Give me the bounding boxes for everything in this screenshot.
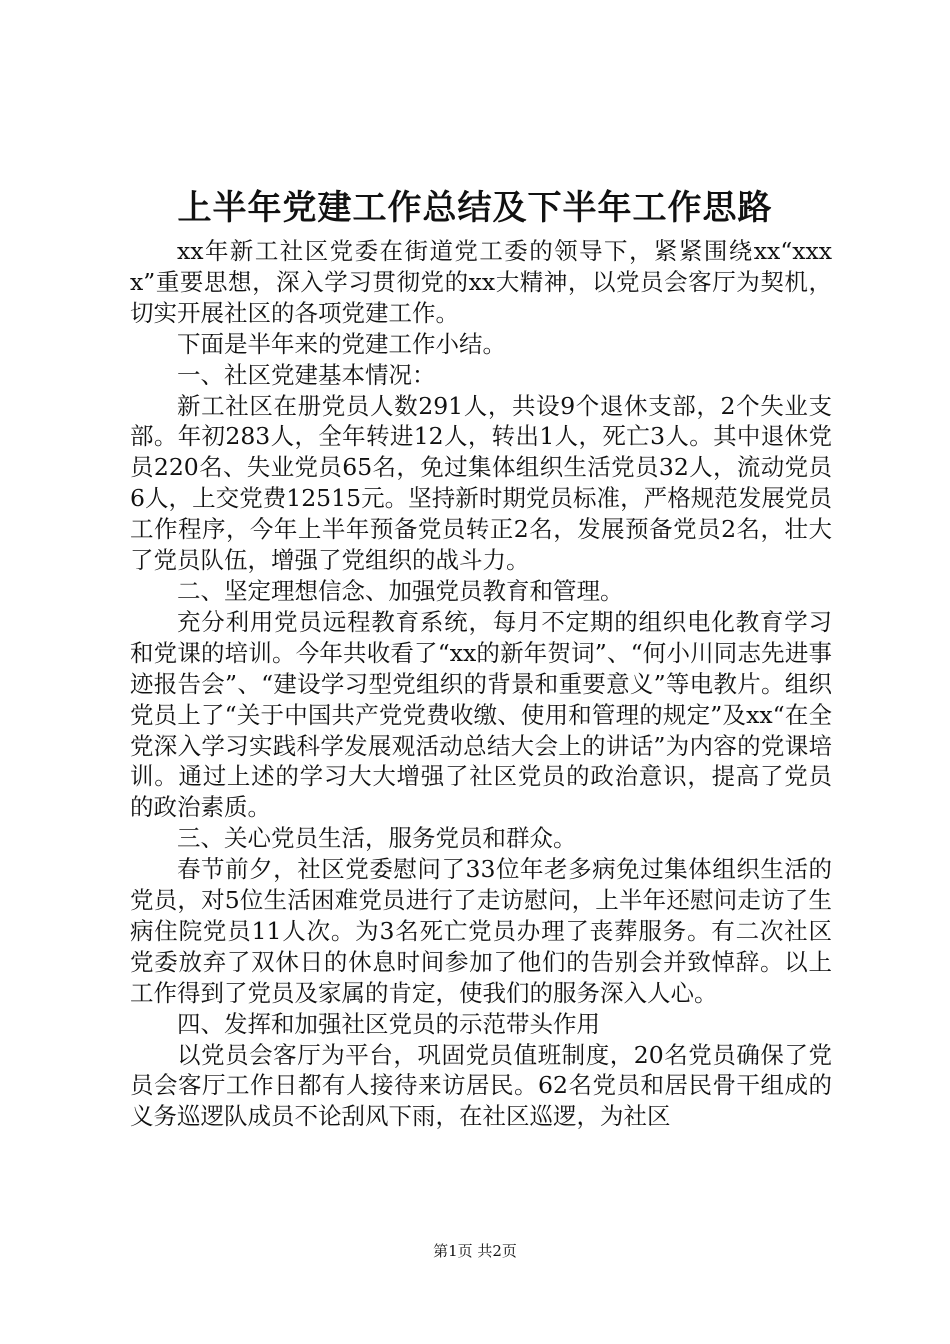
paragraph-intro: xx年新工社区党委在街道党工委的领导下，紧紧围绕xx“xxxx”重要思想，深入学习贯彻党的xx大精神，以党员会客厅为契机，切实开展社区的各项党建工作。 <box>130 237 832 327</box>
paragraph-summary-lead: 下面是半年来的党建工作小结。 <box>177 329 506 358</box>
paragraph-section-1: 新工社区在册党员人数291人，共设9个退休支部，2个失业支部。年初283人，全年转进12人，转出1人，死亡3人。其中退休党员220名、失业党员65名，免过集体组织生活党员32人，流动党员6人，上交党费12515元。坚持新时期党员标准，严格规范发展党员工作程序，今年上半年预备党员转正2名，发展预备党员2名，壮大了党员队伍，增强了党组织的战斗力。 <box>130 391 832 575</box>
section-heading-2: 二、坚定理想信念、加强党员教育和管理。 <box>177 576 624 605</box>
section-heading-3: 三、关心党员生活，服务党员和群众。 <box>177 824 577 853</box>
document-title: 上半年党建工作总结及下半年工作思路 <box>177 188 773 228</box>
paragraph-section-3: 春节前夕，社区党委慰问了33位年老多病免过集体组织生活的党员，对5位生活困难党员进行了走访慰问，上半年还慰问走访了生病住院党员11人次。为3名死亡党员办理了丧葬服务。有二次社区党委放弃了双休日的休息时间参加了他们的告别会并致悼辞。以上工作得到了党员及家属的肯定，使我们的服务深入人心。 <box>130 855 832 1007</box>
paragraph-section-4: 以党员会客厅为平台，巩固党员值班制度，20名党员确保了党员会客厅工作日都有人接待来访居民。62名党员和居民骨干组成的义务巡逻队成员不论刮风下雨，在社区巡逻，为社区 <box>130 1040 832 1131</box>
section-heading-4: 四、发挥和加强社区党员的示范带头作用 <box>177 1009 600 1038</box>
page-number-footer: 第1页 共2页 <box>433 1242 517 1260</box>
section-heading-1: 一、社区党建基本情况： <box>177 360 436 389</box>
document-body <box>130 236 832 1132</box>
paragraph-section-2: 充分利用党员远程教育系统，每月不定期的组织电化教育学习和党课的培训。今年共收看了“xx的新年贺词”、“何小川同志先进事迹报告会”、“建设学习型党组织的背景和重要意义”等电教片。组织党员上了“关于中国共产党党费收缴、使用和管理的规定”及xx“在全党深入学习实践科学发展观活动总结大会上的讲话”为内容的党课培训。通过上述的学习大大增强了社区党员的政治意识，提高了党员的政治素质。 <box>130 607 832 822</box>
